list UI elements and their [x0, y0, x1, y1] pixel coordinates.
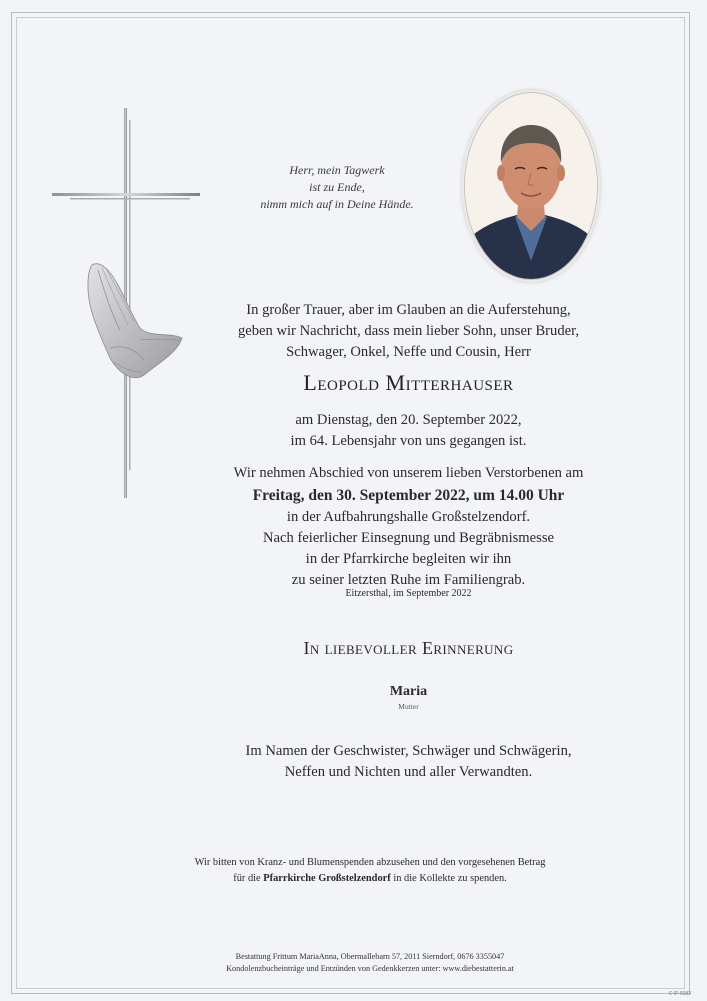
- intro-line: Schwager, Onkel, Neffe und Cousin, Herr: [286, 344, 531, 360]
- donation-recipient: Pfarrkirche Großstelzendorf: [263, 873, 391, 884]
- death-line: am Dienstag, den 20. September 2022,: [295, 412, 522, 428]
- verse: [232, 162, 442, 213]
- relatives-text: [180, 741, 637, 783]
- farewell-info: [180, 463, 637, 591]
- donation-line: Wir bitten von Kranz- und Blumenspenden abzusehen und den vorgesehenen Betrag: [194, 857, 546, 868]
- farewell-line: in der Pfarrkirche begleiten wir ihn: [305, 551, 512, 567]
- verse-line: nimm mich auf in Deine Hände.: [260, 197, 414, 211]
- funeral-home-footer: [160, 951, 580, 975]
- mourner-role: Mutter: [398, 702, 419, 711]
- verse-line: Herr, mein Tagwerk: [289, 163, 385, 177]
- mourner-name: Maria: [389, 684, 428, 699]
- portrait-photo: [464, 92, 598, 280]
- corner-code: © IP 5083: [668, 991, 691, 997]
- farewell-intro: Wir nehmen Abschied von unserem lieben Verstorbenen am: [233, 465, 584, 481]
- donation-pre: für die: [233, 873, 261, 884]
- death-line: im 64. Lebensjahr von uns gegangen ist.: [290, 433, 527, 449]
- farewell-line: zu seiner letzten Ruhe im Familiengrab.: [291, 572, 526, 588]
- intro-line: In großer Trauer, aber im Glauben an die Auferstehung,: [246, 302, 571, 318]
- intro-text: [180, 300, 637, 363]
- footer-line: Bestattung Frittum MariaAnna, Obermallebarn 57, 2011 Sierndorf, 0676 3355047: [235, 952, 505, 961]
- relatives-line: Neffen und Nichten und aller Verwandten.: [284, 764, 533, 780]
- farewell-line: Nach feierlicher Einsegnung und Begräbnismesse: [263, 530, 554, 546]
- place-date: Eitzersthal, im September 2022: [345, 588, 472, 599]
- donation-request: [120, 855, 620, 887]
- footer-line: Kondolenzbucheinträge und Entzünden von Gedenkkerzen unter: www.diebestatterin.at: [226, 964, 514, 973]
- relatives-line: Im Namen der Geschwister, Schwäger und Schwägerin,: [245, 743, 572, 759]
- donation-line: [120, 871, 620, 887]
- death-info: [180, 410, 637, 452]
- intro-line: geben wir Nachricht, dass mein lieber Sohn, unser Bruder,: [237, 323, 580, 339]
- memory-heading: In liebevoller Erinnerung: [303, 638, 514, 658]
- verse-line: ist zu Ende,: [309, 180, 365, 194]
- farewell-line: in der Aufbahrungshalle Großstelzendorf.: [286, 509, 531, 525]
- funeral-date-time: Freitag, den 30. September 2022, um 14.00 Uhr: [252, 487, 565, 504]
- donation-post: in die Kollekte zu spenden.: [393, 873, 507, 884]
- deceased-name: Leopold Mitterhauser: [303, 370, 514, 395]
